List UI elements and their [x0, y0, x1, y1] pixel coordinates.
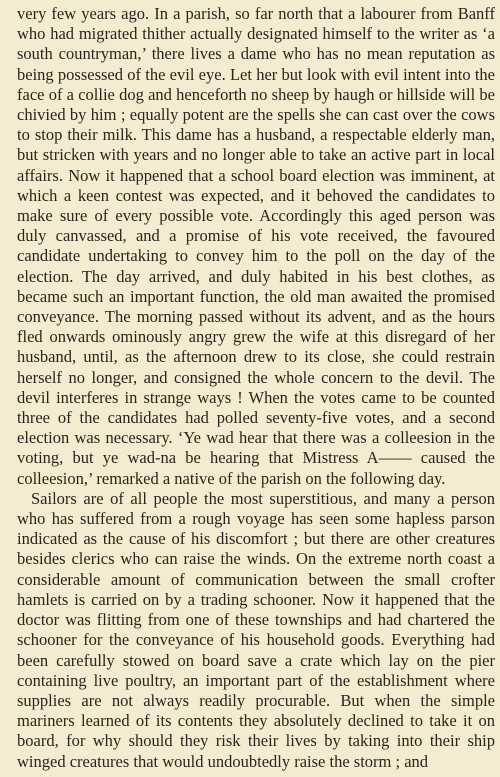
paragraph-continued: very few years ago. In a parish, so far north that a labourer from Banff who had migrated thither actually designated himself to the writer as ‘a south countryman,’ there lives a dame who has no mean reputation as being possessed of the evil eye. Let her but look with evil intent into the face of a collie dog and henceforth no sheep by haugh or hillside will be chivied by him ; equally potent are the spells she can cast over the cows to stop their milk. This dame has a husband, a respectable elderly man, but stricken with years and no longer able to take an active part in local affairs. Now it happened that a school board election was imminent, at which a keen contest was expected, and it behoved the candidates to make sure of every possible vote. Accordingly this aged person was duly canvassed, and a promise of his vote received, the favoured candidate undertaking to convey him to the poll on the day of the election. The day arrived, and duly habited in his best clothes, as became such an important function, the old man awaited the promised conveyance. The morning passed without its advent, and as the hours fled onwards ominously angry grew the wife at this disregard of her husband, until, as the afternoon drew to its close, she could restrain herself no longer, and consigned the whole concern to the devil. The devil interferes in strange ways ! When the votes came to be counted three of the candidates had polled seventy-five votes, and a second election was necessary. ‘Ye wad hear that there was a colleesion in the voting, but ye wad-na be hearing that Mistress A—— caused the colleesion,’ remarked a native of the parish on the following day. — [17, 4, 495, 488]
paragraph-sailors: Sailors are of all people the most superstitious, and many a person who has suffered from a rough voyage has seen some hapless parson indicated as the cause of his discomfort ; but there are other creatures besides clerics who can raise the winds. On the extreme north coast a considerable amount of communication between the small crofter hamlets is carried on by a trading schooner. Now it happened that the doctor was flitting from one of these townships and had chartered the schooner for the conveyance of his household goods. Everything had been carefully stowed on board save a crate which lay on the pier containing live poultry, an important part of the establishment where supplies are not always readily procurable. But when the simple mariners learned of its contents they absolutely declined to take it on board, for why should they risk their lives by taking into their ship winged creatures that would undoubtedly raise the storm ; and — [17, 488, 495, 771]
page-body-text — [17, 4, 495, 772]
